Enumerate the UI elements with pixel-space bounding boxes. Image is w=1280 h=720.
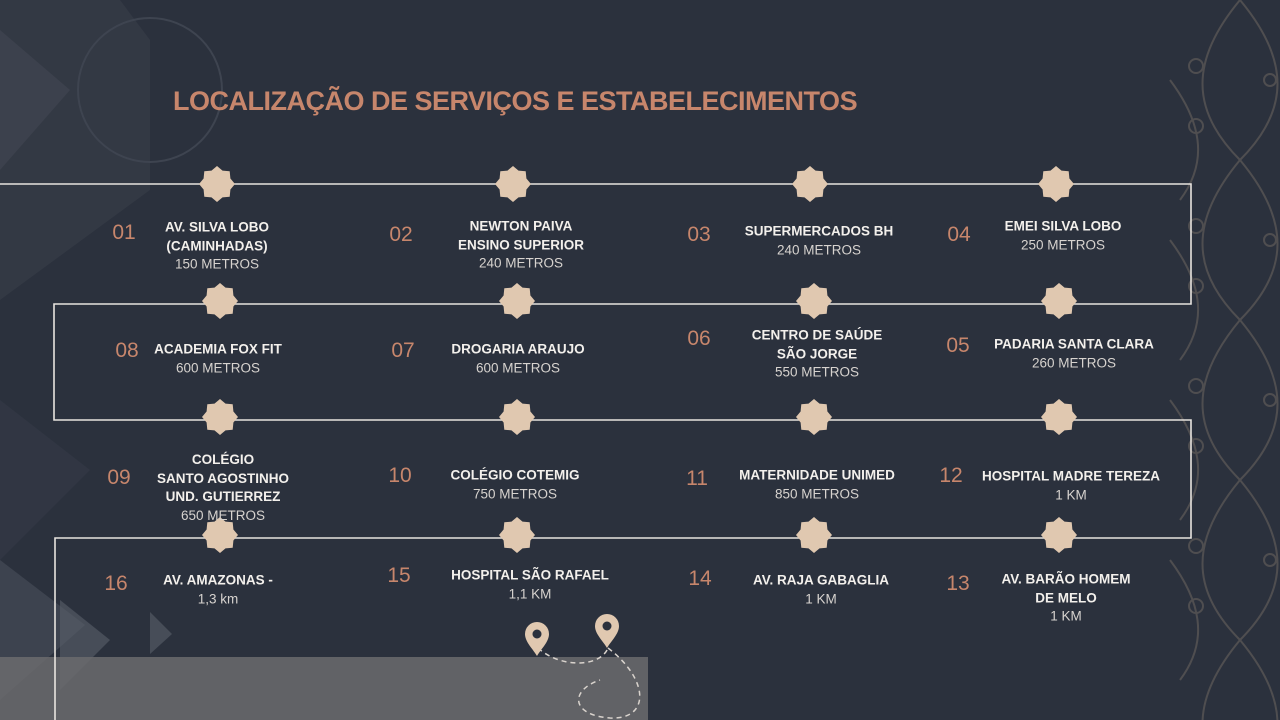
item-text bbox=[1005, 218, 1122, 255]
item-name-line: ENSINO SUPERIOR bbox=[457, 236, 585, 252]
item-name-line: UND. GUTIERREZ bbox=[165, 489, 281, 504]
item-name-line: (CAMINHADAS) bbox=[166, 237, 268, 253]
item-number: 01 bbox=[112, 221, 136, 244]
item-distance: 240 METROS bbox=[776, 242, 862, 257]
page-title: LOCALIZAÇÃO DE SERVIÇOS E ESTABELECIMENTOS bbox=[173, 86, 858, 116]
item-distance: 850 METROS bbox=[774, 486, 860, 501]
item-name-line: NEWTON PAIVA bbox=[469, 218, 573, 234]
item-name-line: AV. AMAZONAS - bbox=[163, 572, 273, 588]
item-distance: 1 KM bbox=[1055, 487, 1087, 502]
item-number: 14 bbox=[688, 567, 712, 590]
item-name-line: COLÉGIO COTEMIG bbox=[450, 467, 580, 483]
item-name-line: COLÉGIO bbox=[191, 452, 255, 467]
item-name-line: PADARIA SANTA CLARA bbox=[994, 336, 1154, 352]
item-number: 04 bbox=[947, 223, 971, 246]
item-name-line: ACADEMIA FOX FIT bbox=[154, 341, 282, 357]
item-distance: 260 METROS bbox=[1031, 355, 1117, 370]
path-marker bbox=[796, 399, 832, 435]
item-name-line: MATERNIDADE UNIMED bbox=[739, 467, 895, 483]
item-text bbox=[163, 572, 273, 609]
item-distance: 1,3 km bbox=[197, 591, 239, 606]
item-text bbox=[451, 341, 584, 378]
item-text bbox=[154, 341, 282, 378]
item-number: 06 bbox=[687, 327, 711, 350]
item-number: 09 bbox=[107, 466, 131, 489]
item-text bbox=[458, 217, 584, 273]
path-marker bbox=[1041, 399, 1077, 435]
item-number: 08 bbox=[115, 339, 139, 362]
item-distance: 240 METROS bbox=[478, 255, 564, 271]
path-marker bbox=[499, 517, 535, 553]
item-number: 12 bbox=[939, 464, 963, 487]
path-marker bbox=[199, 166, 235, 202]
item-text bbox=[982, 468, 1160, 505]
item-text bbox=[739, 467, 895, 504]
item-distance: 1,1 KM bbox=[508, 586, 552, 601]
item-distance: 250 METROS bbox=[1020, 237, 1106, 252]
item-number: 16 bbox=[104, 572, 128, 595]
item-distance: 550 METROS bbox=[774, 364, 860, 380]
item-name-line: SUPERMERCADOS BH bbox=[744, 223, 894, 239]
item-text bbox=[752, 326, 883, 382]
item-text bbox=[450, 467, 579, 504]
item-name-line: SÃO JORGE bbox=[776, 345, 858, 361]
item-distance: 750 METROS bbox=[472, 486, 558, 501]
item-number: 02 bbox=[389, 223, 413, 246]
path-marker bbox=[796, 283, 832, 319]
item-name-line: DE MELO bbox=[1035, 589, 1097, 605]
item-name-line: CENTRO DE SAÚDE bbox=[751, 327, 883, 343]
item-text bbox=[745, 223, 894, 260]
path-marker bbox=[499, 283, 535, 319]
item-text bbox=[165, 218, 269, 274]
item-name-line: AV. RAJA GABAGLIA bbox=[752, 572, 890, 588]
item-name-line: EMEI SILVA LOBO bbox=[1004, 218, 1122, 234]
item-distance: 600 METROS bbox=[175, 360, 261, 375]
item-number: 13 bbox=[946, 572, 970, 595]
item-name-line: AV. SILVA LOBO bbox=[164, 219, 270, 235]
path-marker bbox=[202, 283, 238, 319]
item-number: 03 bbox=[687, 223, 711, 246]
path-marker bbox=[499, 399, 535, 435]
item-text bbox=[157, 451, 289, 525]
item-distance: 1 KM bbox=[1050, 608, 1082, 624]
item-number: 07 bbox=[391, 339, 415, 362]
path-marker bbox=[1041, 517, 1077, 553]
item-name-line: AV. BARÃO HOMEM bbox=[1001, 571, 1131, 587]
item-text bbox=[994, 336, 1154, 373]
path-marker bbox=[202, 399, 238, 435]
item-text bbox=[753, 572, 889, 609]
item-name-line: DROGARIA ARAUJO bbox=[451, 341, 585, 357]
path-marker bbox=[796, 517, 832, 553]
path-marker bbox=[792, 166, 828, 202]
item-distance: 600 METROS bbox=[475, 360, 561, 375]
path-marker bbox=[1038, 166, 1074, 202]
item-name-line: SANTO AGOSTINHO bbox=[156, 470, 290, 486]
path-marker bbox=[495, 166, 531, 202]
path-marker bbox=[1041, 283, 1077, 319]
item-name-line: HOSPITAL SÃO RAFAEL bbox=[451, 567, 609, 583]
item-distance: 1 KM bbox=[805, 591, 837, 606]
item-text bbox=[1001, 570, 1130, 626]
item-number: 15 bbox=[387, 564, 411, 587]
location-pin-icon bbox=[595, 614, 619, 648]
item-distance: 150 METROS bbox=[174, 256, 260, 272]
item-distance: 650 METROS bbox=[180, 507, 266, 523]
item-number: 11 bbox=[686, 467, 708, 490]
item-name-line: HOSPITAL MADRE TEREZA bbox=[981, 468, 1161, 484]
location-pin-icon bbox=[525, 622, 549, 656]
item-number: 10 bbox=[388, 464, 412, 487]
item-number: 05 bbox=[946, 334, 970, 357]
item-text bbox=[451, 567, 609, 604]
